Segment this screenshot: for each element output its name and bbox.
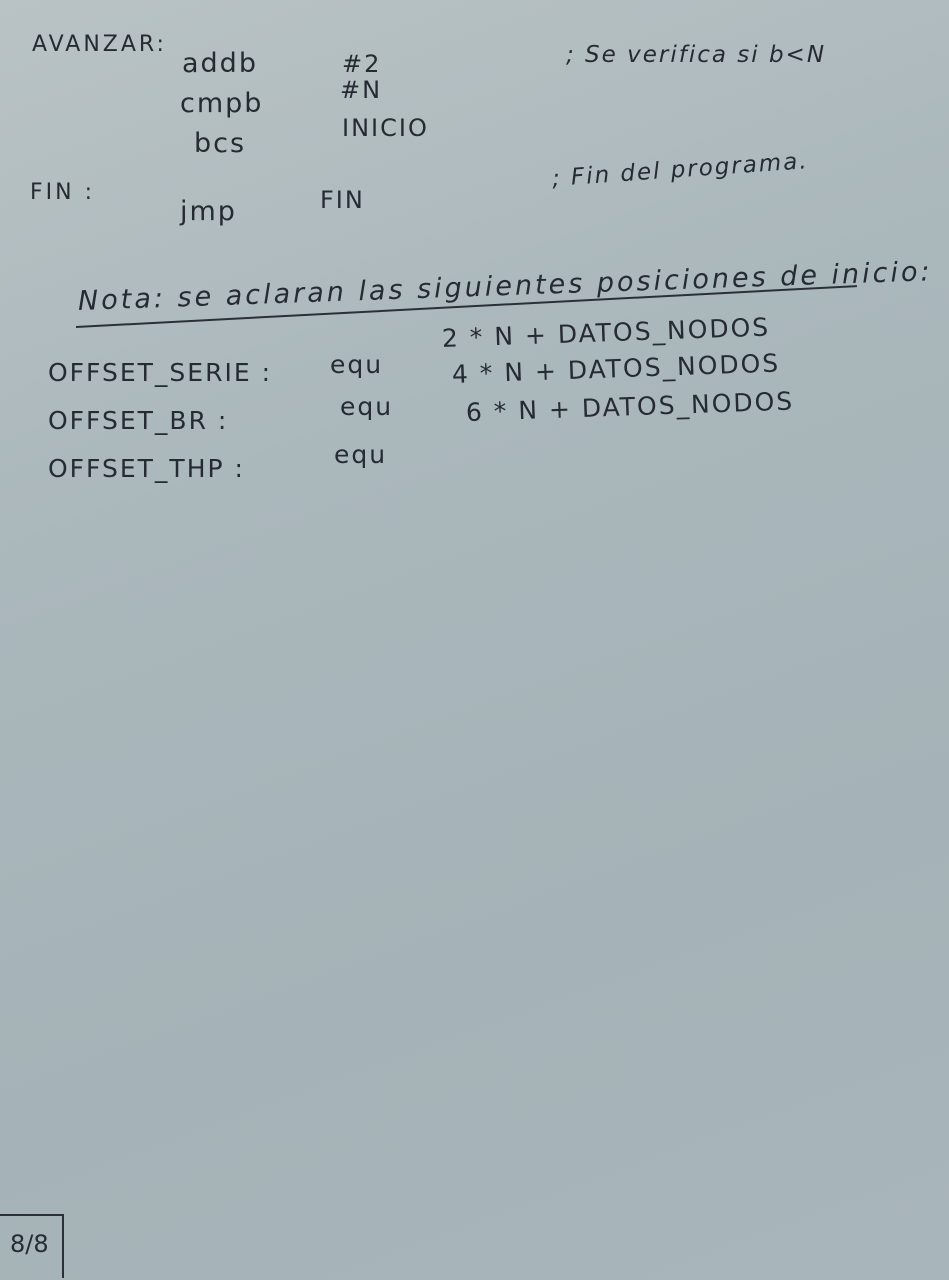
offset-br-directive: equ (340, 392, 394, 421)
bcs-instruction: bcs (194, 128, 247, 159)
cmpb-operand: #N (340, 76, 383, 104)
offset-serie-name: OFFSET_SERIE : (48, 358, 273, 387)
jmp-instruction: jmp (180, 196, 237, 227)
addb-comment: ; Se verifica si b<N (566, 42, 827, 68)
jmp-operand: FIN (320, 186, 365, 214)
avanzar-label: AVANZAR: (32, 32, 167, 57)
offset-br-name: OFFSET_BR : (48, 406, 229, 435)
offset-thp-name: OFFSET_THP : (48, 454, 245, 483)
offset-serie-directive: equ (330, 350, 384, 379)
offset-thp-expression: 6 * N + DATOS_NODOS (465, 386, 795, 427)
fin-label: FIN : (30, 180, 96, 205)
offset-serie-expression: 2 * N + DATOS_NODOS (441, 312, 771, 353)
note-text: Nota: se aclaran las siguientes posiciones de inicio: (77, 256, 934, 317)
addb-operand: #2 (342, 50, 382, 78)
bcs-operand: INICIO (342, 114, 429, 142)
offset-br-expression: 4 * N + DATOS_NODOS (451, 348, 781, 389)
page-number: 8/8 (10, 1230, 49, 1258)
addb-instruction: addb (182, 48, 258, 79)
cmpb-instruction: cmpb (180, 88, 264, 119)
fin-comment: ; Fin del programa. (551, 148, 810, 192)
offset-thp-directive: equ (334, 440, 388, 469)
